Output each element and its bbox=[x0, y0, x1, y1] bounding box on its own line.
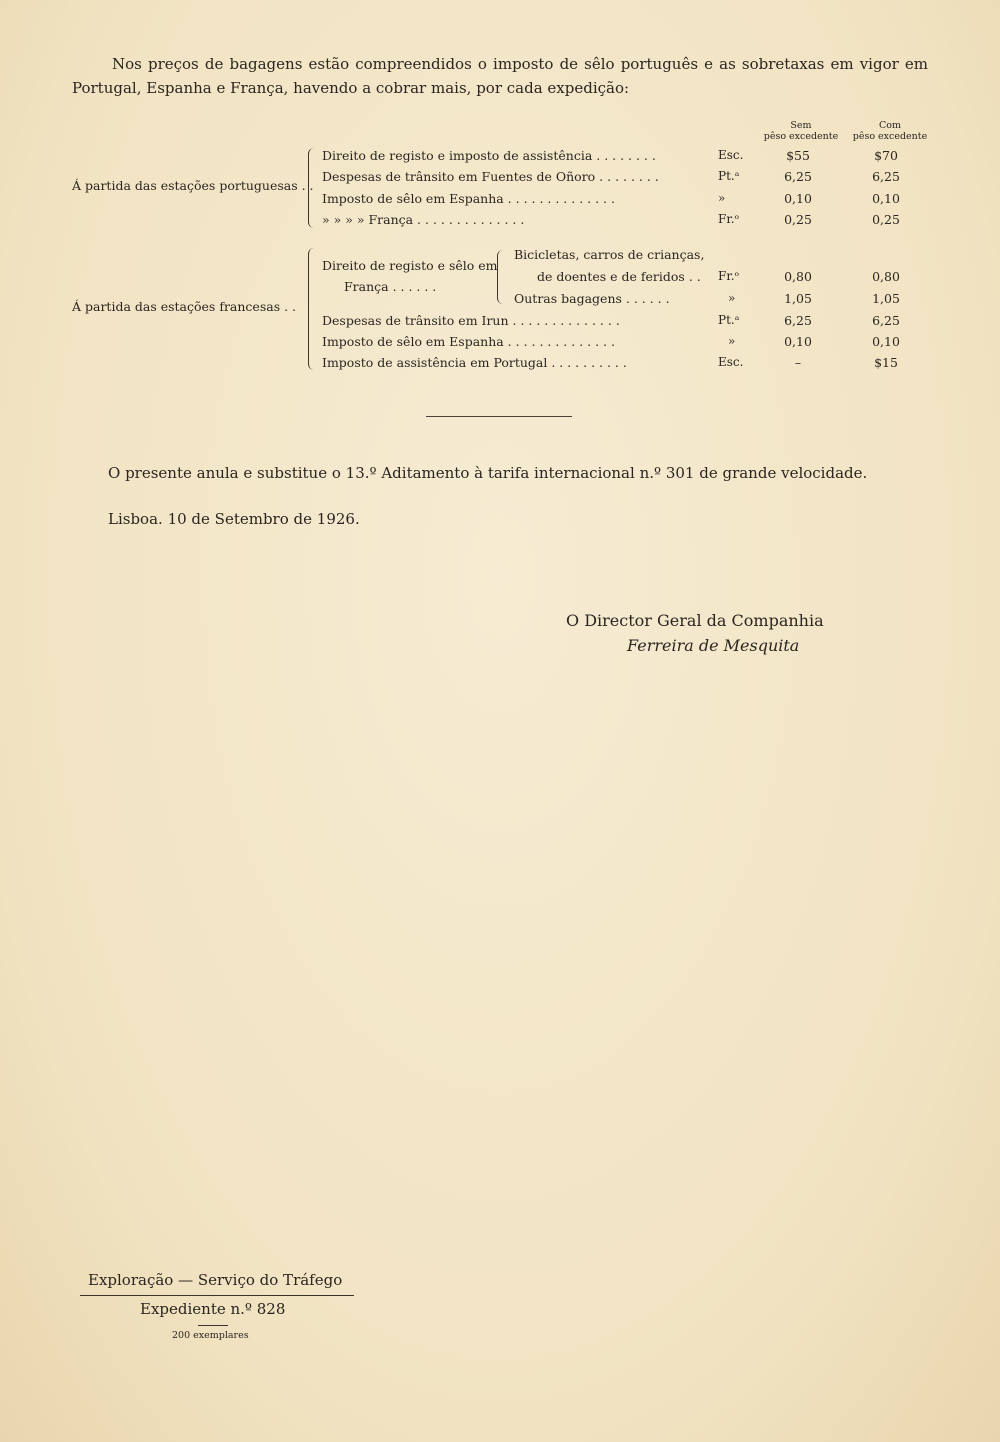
intro-paragraph: Nos preços de bagagens estão compreendidos o imposto de sêlo português e as sobretaxas em vigor em Portugal, Espanha e França, havendo a cobrar mais, por cada expedição: bbox=[72, 55, 928, 97]
column-header-com-line1: Com bbox=[879, 120, 901, 131]
footer-department: Exploração — Serviço do Tráfego bbox=[88, 1271, 343, 1289]
registo-label-text1: Direito de registo e sêlo em bbox=[322, 258, 498, 273]
row-description: Imposto de assistência em Portugal . . . . . . . . . . bbox=[322, 355, 627, 370]
row-value-com: 0,25 bbox=[872, 212, 900, 227]
table-row bbox=[0, 288, 1000, 309]
row-unit: Pt.ᵃ bbox=[718, 313, 740, 327]
row-unit: Fr.ᵒ bbox=[718, 269, 740, 283]
footer-expediente: Expediente n.º 828 bbox=[140, 1300, 286, 1318]
signer-title: O Director Geral da Companhia bbox=[566, 611, 824, 630]
table-row bbox=[0, 352, 1000, 373]
column-header-sem-line2: pêso excedente bbox=[763, 131, 839, 142]
row-description: Imposto de sêlo em Espanha . . . . . . . . . . . . . . bbox=[322, 334, 615, 349]
row-description: Imposto de sêlo em Espanha . . . . . . . . . . . . . . bbox=[322, 191, 615, 206]
row-value-sem: 1,05 bbox=[784, 291, 812, 306]
row-value-com: $15 bbox=[874, 355, 898, 370]
section-divider bbox=[426, 416, 572, 417]
table-row bbox=[0, 209, 1000, 230]
row-description: Despesas de trânsito em Irun . . . . . . . . . . . . . . bbox=[322, 313, 620, 328]
row-value-sem: 0,25 bbox=[784, 212, 812, 227]
row-unit: » bbox=[718, 191, 726, 205]
row-value-com: 0,10 bbox=[872, 191, 900, 206]
row-value-sem: 0,80 bbox=[784, 269, 812, 284]
sub-description: Bicicletas, carros de crianças, bbox=[514, 247, 705, 262]
group-label-portuguese: Á partida das estações portuguesas . . bbox=[72, 178, 314, 193]
subrow-bicycles-line1 bbox=[0, 244, 1000, 265]
column-header-sem bbox=[756, 120, 846, 142]
table-row bbox=[0, 145, 1000, 166]
footer-copies: 200 exemplares bbox=[172, 1330, 249, 1341]
table-row bbox=[0, 310, 1000, 331]
row-value-sem: 0,10 bbox=[784, 334, 812, 349]
row-description: » » » » França . . . . . . . . . . . . . . bbox=[322, 212, 525, 227]
table-row bbox=[0, 188, 1000, 209]
row-unit: Esc. bbox=[718, 355, 744, 369]
table-row bbox=[0, 266, 1000, 287]
row-value-com: $70 bbox=[874, 148, 898, 163]
row-description: Despesas de trânsito em Fuentes de Oñoro . . . . . . . . bbox=[322, 169, 659, 184]
row-value-com: 1,05 bbox=[872, 291, 900, 306]
row-value-sem: 0,10 bbox=[784, 191, 812, 206]
row-value-sem: 6,25 bbox=[784, 313, 812, 328]
annul-paragraph: O presente anula e substitue o 13.º Aditamento à tarifa internacional n.º 301 de grande velocidade. bbox=[108, 464, 868, 482]
sub-description: Outras bagagens . . . . . . bbox=[514, 291, 670, 306]
row-unit: » bbox=[728, 291, 736, 305]
footer-rule bbox=[80, 1295, 354, 1296]
row-value-sem: 6,25 bbox=[784, 169, 812, 184]
row-value-com: 6,25 bbox=[872, 313, 900, 328]
column-header-sem-line1: Sem bbox=[790, 120, 812, 131]
column-header-com bbox=[845, 120, 935, 142]
footer-rule-short bbox=[198, 1325, 228, 1326]
row-unit: Esc. bbox=[718, 148, 744, 162]
sub-description: de doentes e de feridos . . bbox=[537, 269, 701, 284]
row-unit: Pt.ᵃ bbox=[718, 169, 740, 183]
group-label-french: Á partida das estações francesas . . bbox=[72, 299, 296, 314]
row-unit: Fr.ᵒ bbox=[718, 212, 740, 226]
row-unit: » bbox=[728, 334, 736, 348]
table-row bbox=[0, 166, 1000, 187]
column-header-com-line2: pêso excedente bbox=[852, 131, 928, 142]
row-value-sem: $55 bbox=[786, 148, 810, 163]
signer-name: Ferreira de Mesquita bbox=[627, 636, 800, 655]
place-date: Lisboa. 10 de Setembro de 1926. bbox=[108, 510, 360, 528]
row-value-com: 0,10 bbox=[872, 334, 900, 349]
row-value-com: 6,25 bbox=[872, 169, 900, 184]
row-description: Direito de registo e imposto de assistência . . . . . . . . bbox=[322, 148, 656, 163]
row-value-sem: – bbox=[794, 355, 802, 370]
table-row bbox=[0, 331, 1000, 352]
registo-label-text2: França . . . . . . bbox=[344, 279, 437, 294]
row-value-com: 0,80 bbox=[872, 269, 900, 284]
